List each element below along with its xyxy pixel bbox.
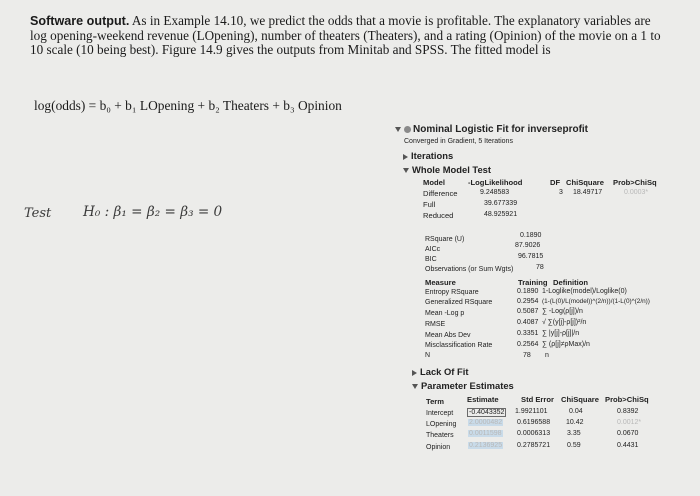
handwritten-null-hypothesis: H₀ : β₁ = β₂ = β₃ = 0 bbox=[83, 204, 223, 220]
table-row: Misclassification Rate bbox=[425, 342, 493, 349]
highlighted-estimate-cell[interactable]: 0.2136925 bbox=[469, 442, 503, 449]
table-row: N bbox=[425, 352, 431, 359]
table-row: Reduced bbox=[423, 211, 454, 220]
red-triangle-menu-icon[interactable] bbox=[404, 126, 411, 133]
table-row: Opinion bbox=[426, 444, 451, 451]
table-row: Full bbox=[423, 200, 436, 209]
paragraph-body: As in Example 14.10, we predict the odds that a movie is profitable. The explanatory variables are log opening-weekend revenue (LOpening), number of theaters (Theaters), and a rating (Opinion) of the movie on a 1 to 10 scale (10 being best). Figure 14.9 gives the outputs from Minitab and SPSS. The fitted model is bbox=[30, 13, 661, 58]
lack-of-fit-outline[interactable]: Lack Of Fit bbox=[412, 366, 468, 377]
parameter-estimates-outline[interactable]: Parameter Estimates bbox=[412, 380, 514, 391]
table-row: RMSE bbox=[425, 321, 446, 328]
table-row: Intercept bbox=[426, 410, 454, 417]
model-equation: log(odds) = b₀ + b₁ LOpening + b₂ Theaters + b₃ Opinion bbox=[34, 98, 342, 113]
expand-triangle-icon[interactable] bbox=[403, 154, 408, 160]
collapse-triangle-icon[interactable] bbox=[395, 127, 401, 132]
table-row: Generalized RSquare bbox=[425, 299, 493, 306]
selected-estimate-cell[interactable]: -0.4043352 bbox=[469, 409, 505, 416]
highlighted-estimate-cell[interactable]: 2.0000482 bbox=[469, 419, 503, 426]
textbook-paragraph bbox=[30, 14, 670, 58]
paragraph-title: Software output. bbox=[30, 14, 130, 28]
report-title[interactable]: Nominal Logistic Fit for inverseprofit bbox=[395, 124, 588, 135]
table-row: Mean Abs Dev bbox=[425, 332, 471, 339]
convergence-note: Converged in Gradient, 5 Iterations bbox=[404, 138, 513, 145]
expand-triangle-icon[interactable] bbox=[412, 370, 417, 376]
table-row: Mean -Log p bbox=[425, 310, 465, 317]
iterations-outline[interactable]: Iterations bbox=[403, 150, 453, 161]
highlighted-estimate-cell[interactable]: 0.0011598 bbox=[469, 430, 502, 437]
collapse-triangle-icon[interactable] bbox=[403, 168, 409, 173]
handwritten-test-label: Test bbox=[24, 206, 52, 221]
table-row: Entropy RSquare bbox=[425, 289, 479, 296]
whole-model-test-outline[interactable]: Whole Model Test bbox=[403, 164, 491, 175]
table-row: Difference bbox=[423, 189, 458, 198]
table-row: LOpening bbox=[426, 421, 457, 428]
collapse-triangle-icon[interactable] bbox=[412, 384, 418, 389]
table-row: Theaters bbox=[426, 432, 454, 439]
